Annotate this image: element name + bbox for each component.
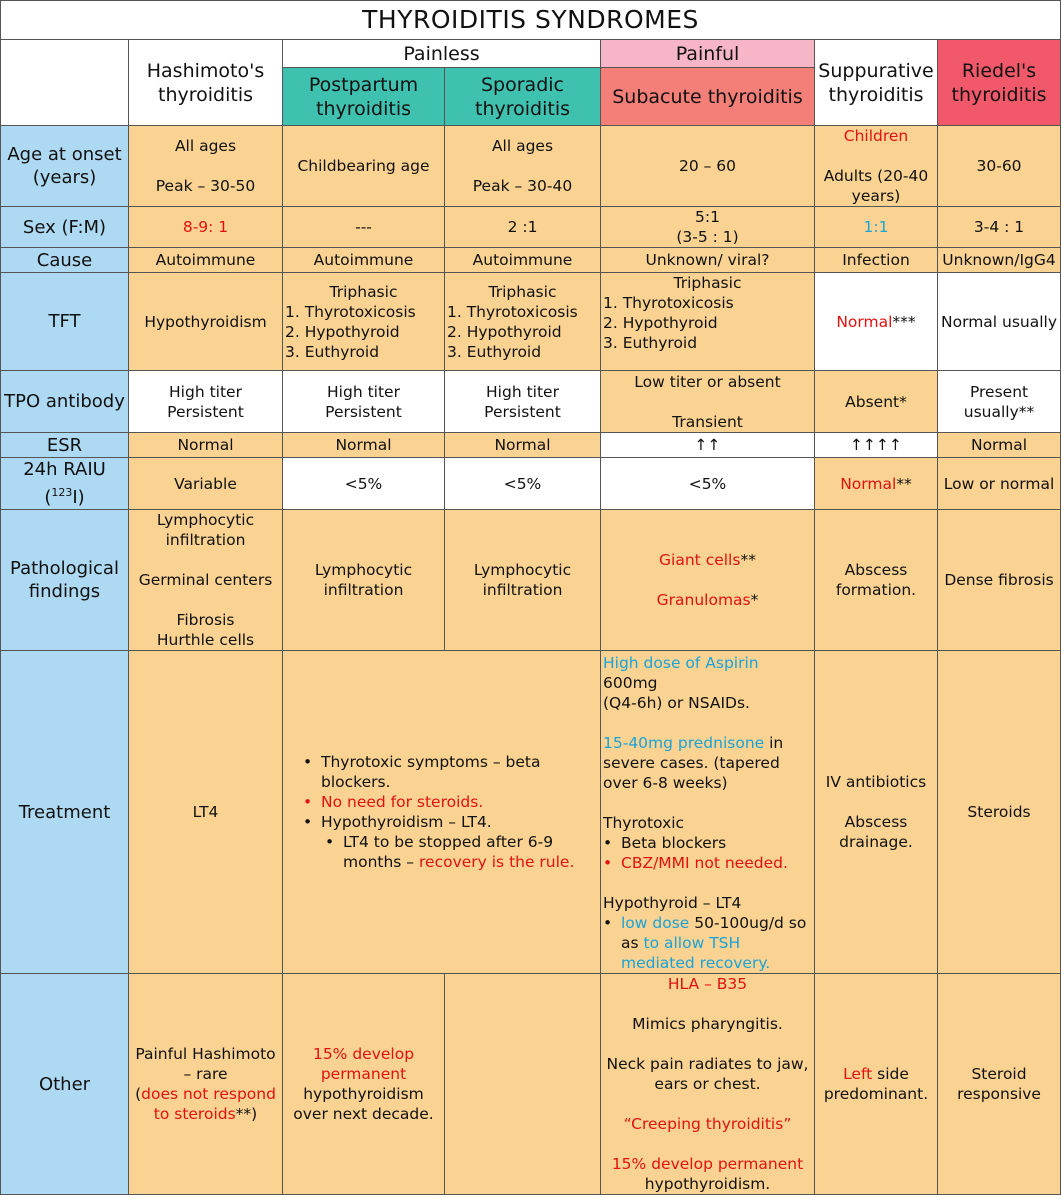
cell-sex-subacute: 5:1 (3-5 : 1) <box>601 207 815 248</box>
col-header-riedel: Riedel's thyroiditis <box>938 40 1061 126</box>
cell-other-postpartum: 15% develop permanent hypothyroidism over next decade. <box>283 974 445 1195</box>
col-header-subacute: Subacute thyroiditis <box>601 68 815 126</box>
row-label-cause: Cause <box>1 248 129 273</box>
cell-raiu-hashimoto: Variable <box>129 458 283 510</box>
cell-age-subacute: 20 – 60 <box>601 126 815 207</box>
row-label-treatment: Treatment <box>1 651 129 974</box>
cell-treatment-painless: • Thyrotoxic symptoms – beta blockers. • No need for steroids. • Hypothyroidism – LT4. • LT4 to be stopped after 6-9 months – recovery is the rule. <box>283 651 601 974</box>
cell-esr-riedel: Normal <box>938 433 1061 458</box>
cell-raiu-subacute: <5% <box>601 458 815 510</box>
row-cause <box>1 248 1061 273</box>
cell-tft-sporadic: Triphasic 1. Thyrotoxicosis 2. Hypothyroid 3. Euthyroid <box>445 273 601 371</box>
col-header-sporadic: Sporadic thyroiditis <box>445 68 601 126</box>
cell-sex-postpartum: --- <box>283 207 445 248</box>
cell-esr-subacute: ↑↑ <box>601 433 815 458</box>
cell-esr-hashimoto: Normal <box>129 433 283 458</box>
row-tft <box>1 273 1061 371</box>
col-header-hashimoto: Hashimoto's thyroiditis <box>129 40 283 126</box>
cell-other-suppurative: Left side predominant. <box>815 974 938 1195</box>
cell-raiu-postpartum: <5% <box>283 458 445 510</box>
cell-treatment-riedel: Steroids <box>938 651 1061 974</box>
row-path <box>1 510 1061 651</box>
cell-path-postpartum: Lymphocytic infiltration <box>283 510 445 651</box>
col-header-suppurative: Suppurative thyroiditis <box>815 40 938 126</box>
cell-treatment-subacute: High dose of Aspirin 600mg (Q4-6h) or NSAIDs. 15-40mg prednisone in severe cases. (tapered over 6-8 weeks) Thyrotoxic • Beta blockers • CBZ/MMI not needed. Hypothyroid – LT4 • low dose 50-100ug/d so as to allow TSH mediated recovery. <box>601 651 815 974</box>
row-label-tft: TFT <box>1 273 129 371</box>
group-header-painful: Painful <box>601 40 815 68</box>
cell-raiu-suppurative: Normal** <box>815 458 938 510</box>
cell-tft-hashimoto: Hypothyroidism <box>129 273 283 371</box>
row-sex <box>1 207 1061 248</box>
cell-esr-postpartum: Normal <box>283 433 445 458</box>
cell-age-sporadic: All ages Peak – 30-40 <box>445 126 601 207</box>
cell-cause-subacute: Unknown/ viral? <box>601 248 815 273</box>
row-label-tpo: TPO antibody <box>1 371 129 433</box>
cell-tft-suppurative: Normal*** <box>815 273 938 371</box>
cell-other-riedel: Steroid responsive <box>938 974 1061 1195</box>
cell-other-subacute: HLA – B35 Mimics pharyngitis. Neck pain radiates to jaw, ears or chest. “Creeping thyroiditis” 15% develop permanent hypothyroidism. <box>601 974 815 1195</box>
cell-cause-riedel: Unknown/IgG4 <box>938 248 1061 273</box>
row-other <box>1 974 1061 1195</box>
row-treatment <box>1 651 1061 974</box>
cell-path-sporadic: Lymphocytic infiltration <box>445 510 601 651</box>
row-label-raiu: 24h RAIU ($^{123}$I) <box>1 458 129 510</box>
cell-raiu-sporadic: <5% <box>445 458 601 510</box>
cell-age-riedel: 30-60 <box>938 126 1061 207</box>
cell-tft-postpartum: Triphasic 1. Thyrotoxicosis 2. Hypothyroid 3. Euthyroid <box>283 273 445 371</box>
cell-age-suppurative: Children Adults (20-40 years) <box>815 126 938 207</box>
cell-sex-riedel: 3-4 : 1 <box>938 207 1061 248</box>
cell-age-postpartum: Childbearing age <box>283 126 445 207</box>
page-title: THYROIDITIS SYNDROMES <box>1 1 1061 40</box>
cell-tft-riedel: Normal usually <box>938 273 1061 371</box>
cell-path-hashimoto: Lymphocytic infiltration Germinal centers Fibrosis Hurthle cells <box>129 510 283 651</box>
cell-path-riedel: Dense fibrosis <box>938 510 1061 651</box>
cell-tpo-postpartum: High titer Persistent <box>283 371 445 433</box>
cell-other-sporadic <box>445 974 601 1195</box>
row-label-esr: ESR <box>1 433 129 458</box>
cell-tft-subacute: Triphasic 1. Thyrotoxicosis 2. Hypothyroid 3. Euthyroid <box>601 273 815 371</box>
cell-tpo-subacute: Low titer or absent Transient <box>601 371 815 433</box>
cell-treatment-hashimoto: LT4 <box>129 651 283 974</box>
cell-treatment-suppurative: IV antibiotics Abscess drainage. <box>815 651 938 974</box>
cell-sex-sporadic: 2 :1 <box>445 207 601 248</box>
cell-cause-postpartum: Autoimmune <box>283 248 445 273</box>
corner-cell <box>1 40 129 126</box>
cell-cause-suppurative: Infection <box>815 248 938 273</box>
cell-esr-suppurative: ↑↑↑↑ <box>815 433 938 458</box>
cell-sex-hashimoto: 8-9: 1 <box>129 207 283 248</box>
cell-sex-suppurative: 1:1 <box>815 207 938 248</box>
cell-age-hashimoto: All ages Peak – 30-50 <box>129 126 283 207</box>
row-esr <box>1 433 1061 458</box>
cell-esr-sporadic: Normal <box>445 433 601 458</box>
cell-raiu-riedel: Low or normal <box>938 458 1061 510</box>
cell-cause-hashimoto: Autoimmune <box>129 248 283 273</box>
cell-path-suppurative: Abscess formation. <box>815 510 938 651</box>
cell-other-hashimoto: Painful Hashimoto – rare (does not respond to steroids**) <box>129 974 283 1195</box>
row-raiu <box>1 458 1061 510</box>
row-label-age: Age at onset (years) <box>1 126 129 207</box>
cell-tpo-riedel: Present usually** <box>938 371 1061 433</box>
row-tpo <box>1 371 1061 433</box>
row-label-sex: Sex (F:M) <box>1 207 129 248</box>
group-header-painless: Painless <box>283 40 601 68</box>
cell-tpo-suppurative: Absent* <box>815 371 938 433</box>
cell-tpo-sporadic: High titer Persistent <box>445 371 601 433</box>
row-age <box>1 126 1061 207</box>
row-label-other: Other <box>1 974 129 1195</box>
row-label-path: Pathological findings <box>1 510 129 651</box>
cell-tpo-hashimoto: High titer Persistent <box>129 371 283 433</box>
col-header-postpartum: Postpartum thyroiditis <box>283 68 445 126</box>
cell-cause-sporadic: Autoimmune <box>445 248 601 273</box>
cell-path-subacute: Giant cells** Granulomas* <box>601 510 815 651</box>
